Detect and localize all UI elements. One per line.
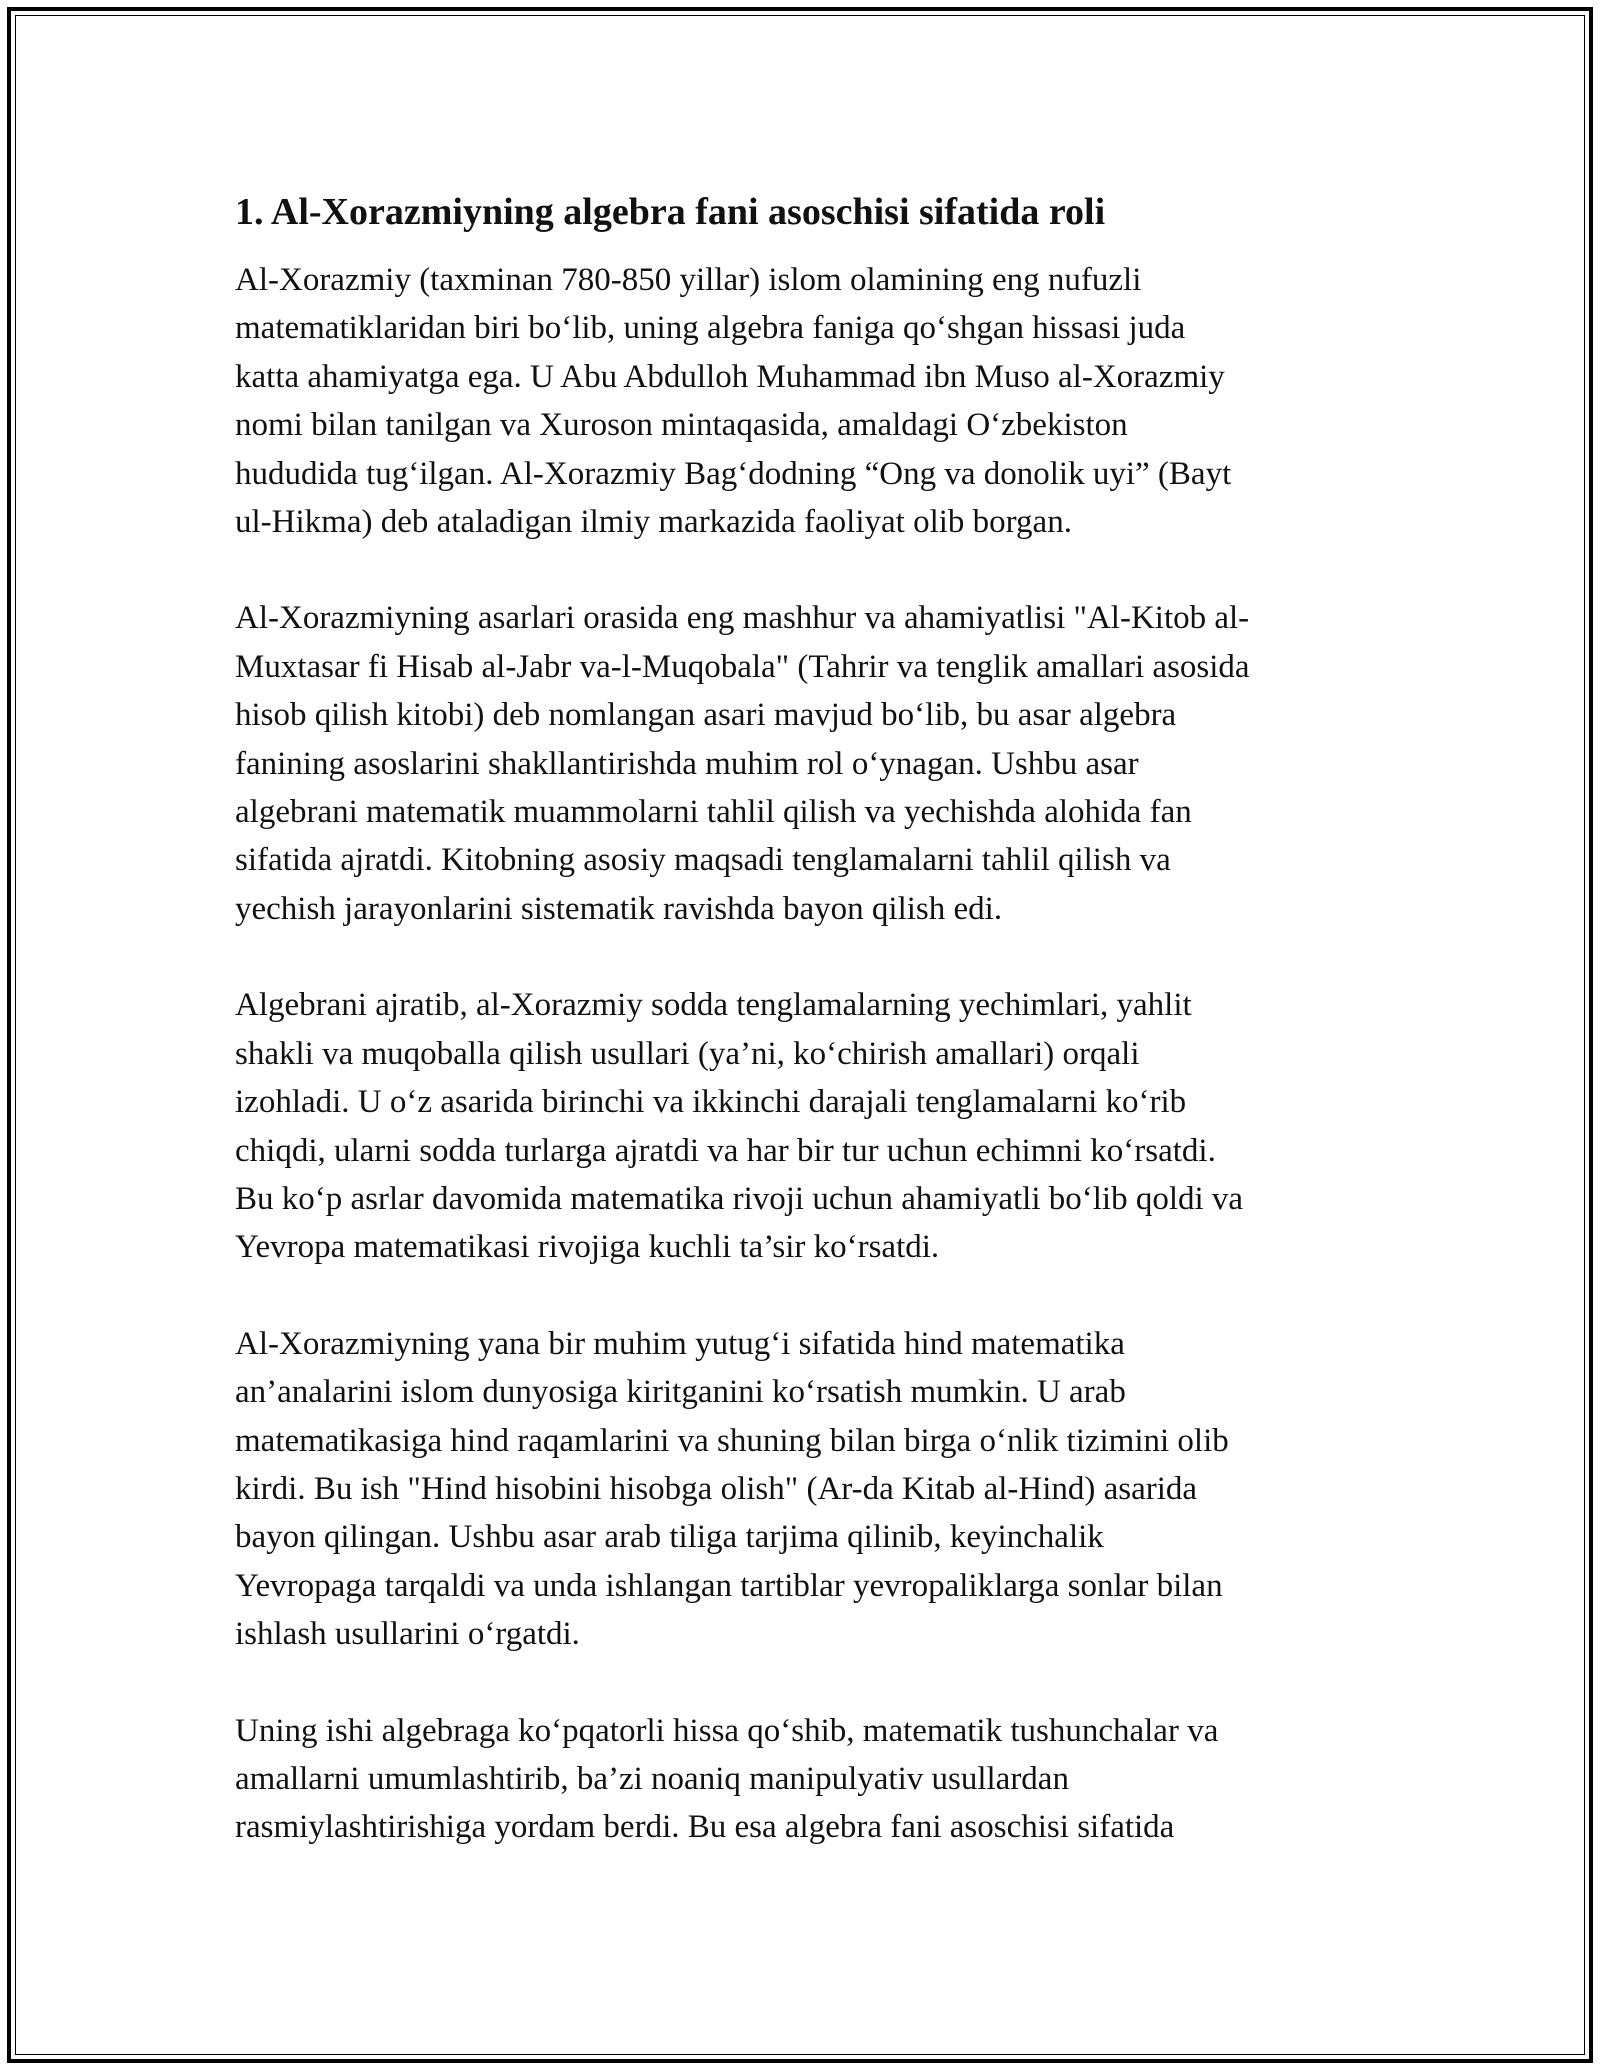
paragraph bbox=[235, 1707, 1370, 1852]
text-line: fanining asoslarini shakllantirishda muhim rol o‘ynagan. Ushbu asar bbox=[235, 745, 1139, 782]
text-line: Muxtasar fi Hisab al-Jabr va-l-Muqobala" (Tahrir va tenglik amallari asosida bbox=[235, 648, 1250, 685]
text-line: Al-Xorazmiyning yana bir muhim yutug‘i sifatida hind matematika bbox=[235, 1325, 1125, 1362]
text-line: Bu ko‘p asrlar davomida matematika rivoji uchun ahamiyatli bo‘lib qoldi va bbox=[235, 1180, 1244, 1217]
text-line: matematikasiga hind raqamlarini va shuning bilan birga o‘nlik tizimini olib bbox=[235, 1422, 1229, 1459]
paragraph bbox=[235, 1320, 1370, 1659]
text-line: katta ahamiyatga ega. U Abu Abdulloh Muhammad ibn Muso al-Xorazmiy bbox=[235, 358, 1225, 395]
text-line: Al-Xorazmiyning asarlari orasida eng mashhur va ahamiyatlisi "Al-Kitob al- bbox=[235, 600, 1250, 637]
text-line: kirdi. Bu ish "Hind hisobini hisobga olish" (Ar-da Kitab al-Hind) asarida bbox=[235, 1470, 1198, 1507]
text-line: amallarni umumlashtirib, ba’zi noaniq manipulyativ usullardan bbox=[235, 1760, 1069, 1797]
text-line: yechish jarayonlarini sistematik ravishda bayon qilish edi. bbox=[235, 890, 1003, 927]
text-line: algebrani matematik muammolarni tahlil qilish va yechishda alohida fan bbox=[235, 794, 1192, 831]
text-line: ul-Hikma) deb ataladigan ilmiy markazida faoliyat olib borgan. bbox=[235, 504, 1072, 541]
text-line: nomi bilan tanilgan va Xuroson mintaqasida, amaldagi O‘zbekiston bbox=[235, 407, 1128, 444]
text-line: hisob qilish kitobi) deb nomlangan asari mavjud bo‘lib, bu asar algebra bbox=[235, 697, 1177, 734]
text-line: shakli va muqoballa qilish usullari (ya’ni, ko‘chirish amallari) orqali bbox=[235, 1035, 1140, 1072]
text-line: an’analarini islom dunyosiga kiritganini ko‘rsatish mumkin. U arab bbox=[235, 1374, 1126, 1411]
text-line: hududida tug‘ilgan. Al-Xorazmiy Bag‘dodning “Ong va donolik uyi” (Bayt bbox=[235, 455, 1232, 492]
text-line: bayon qilingan. Ushbu asar arab tiliga tarjima qilinib, keyinchalik bbox=[235, 1519, 1104, 1556]
paragraph bbox=[235, 981, 1370, 1271]
document-body bbox=[235, 188, 1370, 1900]
text-line: Uning ishi algebraga ko‘pqatorli hissa qo‘shib, matematik tushunchalar va bbox=[235, 1712, 1219, 1749]
text-line: Algebrani ajratib, al-Xorazmiy sodda tenglamalarning yechimlari, yahlit bbox=[235, 987, 1192, 1024]
text-line: sifatida ajratdi. Kitobning asosiy maqsadi tenglamalarni tahlil qilish va bbox=[235, 842, 1171, 879]
text-line: ishlash usullarini o‘rgatdi. bbox=[235, 1616, 580, 1653]
text-line: chiqdi, ularni sodda turlarga ajratdi va har bir tur uchun echimni ko‘rsatdi. bbox=[235, 1132, 1216, 1169]
text-line: Yevropa matematikasi rivojiga kuchli ta’sir ko‘rsatdi. bbox=[235, 1229, 940, 1266]
text-line: matematiklaridan biri bo‘lib, uning algebra faniga qo‘shgan hissasi juda bbox=[235, 310, 1186, 347]
text-line: rasmiylashtirishiga yordam berdi. Bu esa algebra fani asoschisi sifatida bbox=[235, 1809, 1175, 1846]
text-line: izohladi. U o‘z asarida birinchi va ikkinchi darajali tenglamalarni ko‘rib bbox=[235, 1084, 1187, 1121]
section-heading: 1. Al-Xorazmiyning algebra fani asoschisi sifatida roli bbox=[235, 191, 1106, 233]
text-line: Yevropaga tarqaldi va unda ishlangan tartiblar yevropaliklarga sonlar bilan bbox=[235, 1567, 1223, 1604]
text-line: Al-Xorazmiy (taxminan 780-850 yillar) islom olamining eng nufuzli bbox=[235, 262, 1142, 298]
paragraph bbox=[235, 256, 1370, 546]
paragraph bbox=[235, 594, 1370, 933]
